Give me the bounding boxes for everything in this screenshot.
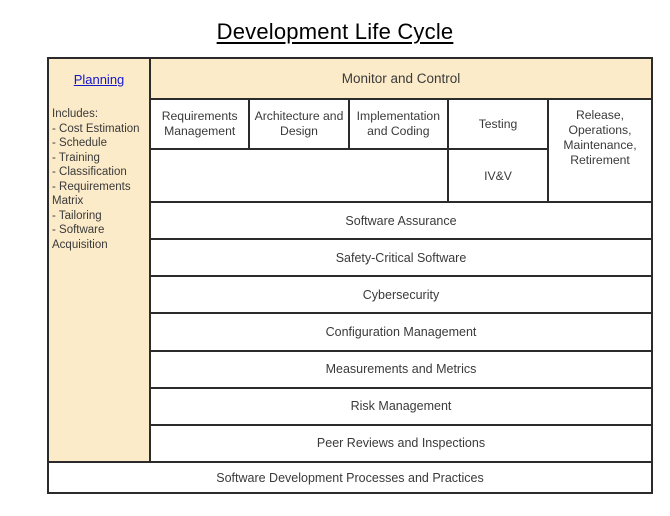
planning-link-wrapper bbox=[49, 59, 149, 89]
planning-link[interactable]: Planning bbox=[73, 72, 125, 87]
crosscutting-bands bbox=[151, 203, 651, 461]
phase-architecture-and-design: Architecture and Design bbox=[250, 100, 349, 148]
page-title-text: Development Life Cycle bbox=[216, 19, 454, 44]
lifecycle-right-column bbox=[151, 59, 651, 461]
lifecycle-diagram bbox=[47, 57, 653, 494]
monitor-and-control-band: Monitor and Control bbox=[151, 59, 651, 100]
ivv-empty-cell bbox=[151, 150, 447, 201]
band-configuration-management: Configuration Management bbox=[151, 314, 651, 351]
list-item: - Cost Estimation bbox=[52, 122, 140, 135]
phase-implementation-and-coding: Implementation and Coding bbox=[356, 109, 440, 138]
phase-columns-group bbox=[151, 100, 449, 201]
includes-heading: Includes: bbox=[52, 108, 99, 120]
band-software-development-processes-and-practices: Software Development Processes and Practices bbox=[49, 461, 651, 492]
list-item: - Software Acquisition bbox=[52, 224, 108, 251]
band-risk-management: Risk Management bbox=[151, 389, 651, 426]
band-peer-reviews-and-inspections: Peer Reviews and Inspections bbox=[151, 426, 651, 461]
page-title bbox=[0, 0, 670, 45]
planning-includes-list bbox=[49, 89, 149, 252]
list-item: - Schedule bbox=[52, 137, 107, 149]
band-software-assurance: Software Assurance bbox=[151, 203, 651, 240]
phase-requirements-management: Requirements Management bbox=[151, 100, 250, 148]
band-measurements-and-metrics: Measurements and Metrics bbox=[151, 352, 651, 389]
phase-release-operations-maintenance-retirement: Release, Operations, Maintenance, Retirement bbox=[563, 108, 637, 167]
phase-grid bbox=[151, 100, 651, 203]
list-item: - Training bbox=[52, 151, 100, 164]
phase-testing: Testing bbox=[449, 100, 547, 150]
band-safety-critical-software: Safety-Critical Software bbox=[151, 240, 651, 277]
diagram-upper-section bbox=[49, 59, 651, 461]
list-item: - Tailoring bbox=[52, 209, 102, 222]
ivv-cell: IV&V bbox=[484, 168, 512, 183]
band-cybersecurity: Cybersecurity bbox=[151, 277, 651, 314]
list-item: - Classification bbox=[52, 166, 127, 178]
phase-columns-row bbox=[151, 100, 447, 150]
list-item: - Requirements Matrix bbox=[52, 180, 131, 207]
phase-testing-group bbox=[449, 100, 549, 201]
planning-sidebar bbox=[49, 59, 151, 461]
